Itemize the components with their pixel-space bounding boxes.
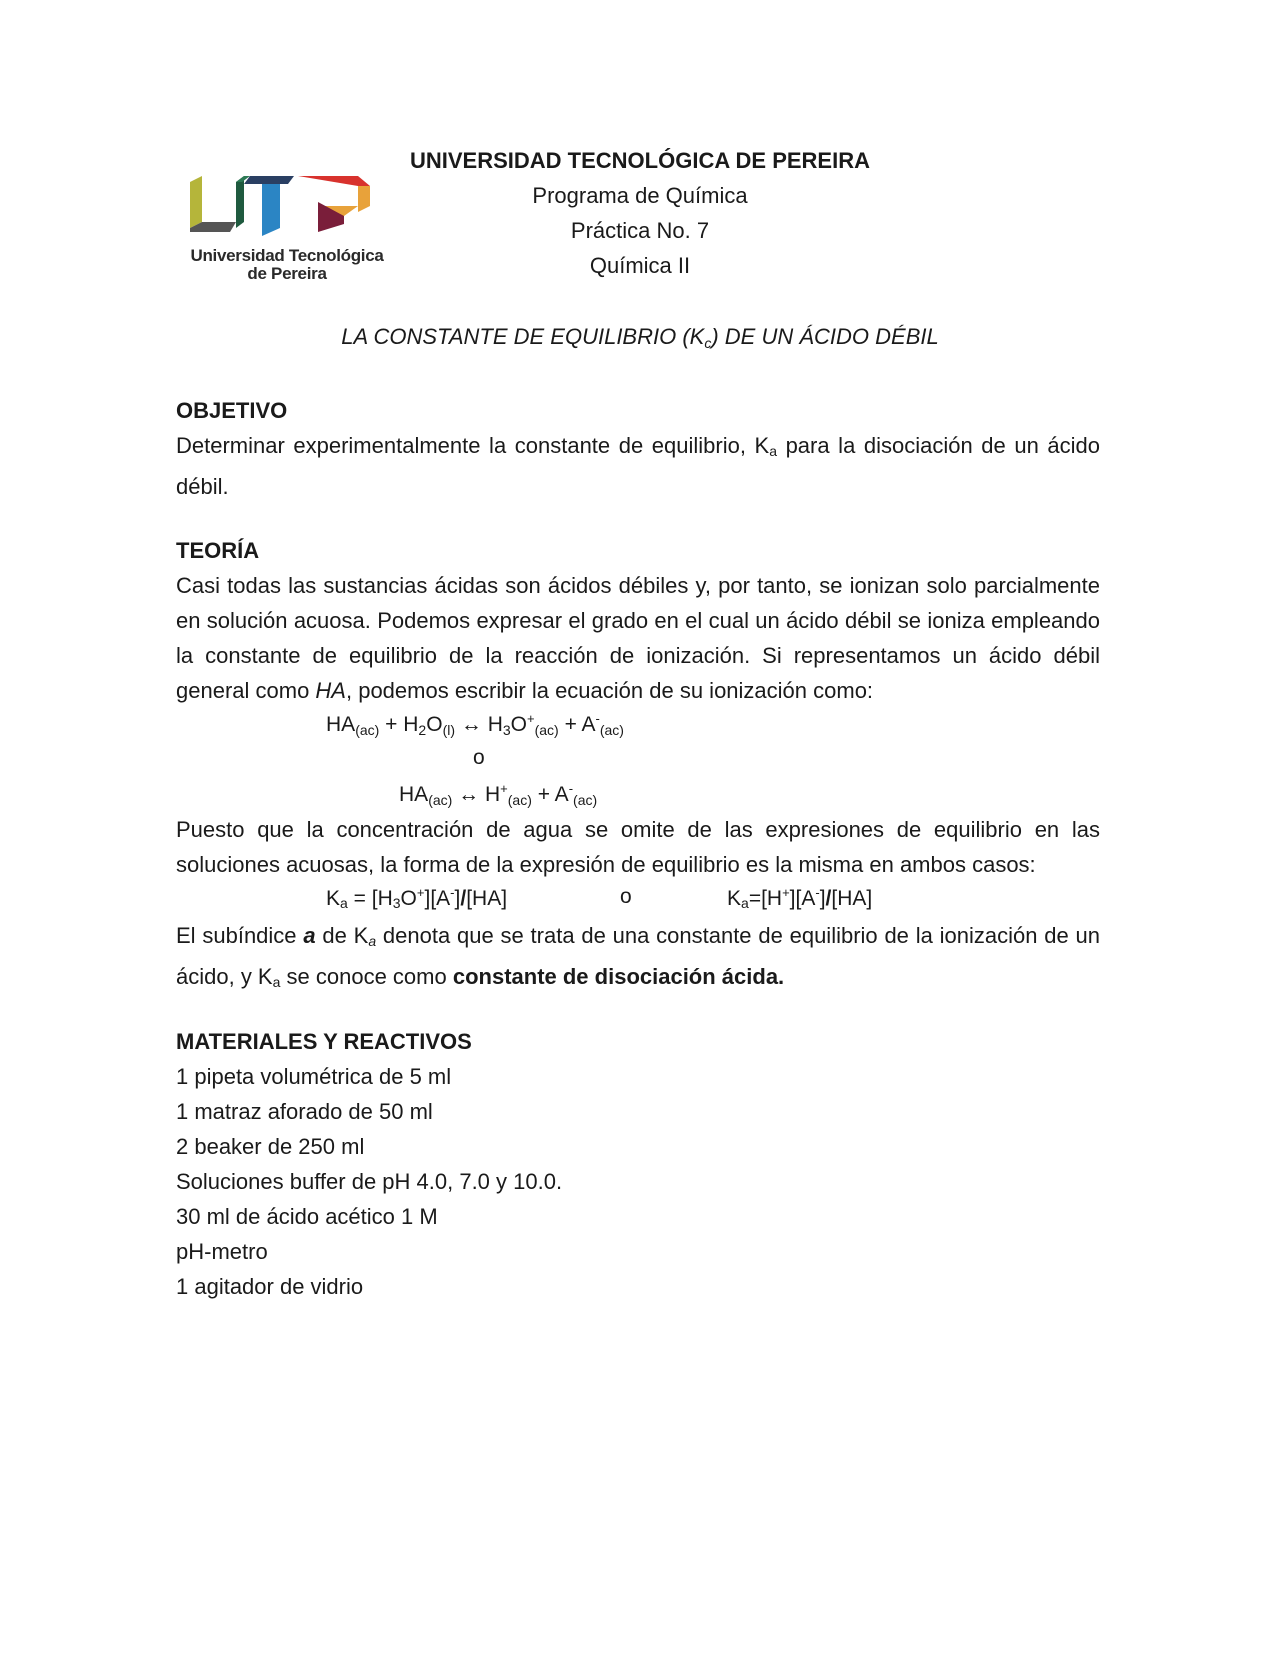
objetivo-text-sub: a [769,443,777,459]
materiales-heading: MATERIALES Y REACTIVOS [176,1029,472,1054]
list-item: 30 ml de ácido acético 1 M [176,1204,438,1229]
university-title: UNIVERSIDAD TECNOLÓGICA DE PEREIRA [409,148,870,173]
teoria-p1-a: Casi todas las sustancias ácidas son ácidos débiles y, por tanto, se ionizan solo parcialmente en solución acuosa. Podemos expresar el grado en el cual un ácido débil se ioniza empleando la constante de equilibrio de la reacción de ionización. Si representamos un ácido débil general como [176,573,1100,703]
ionization-equation-1: HA(ac) + H2O(l) ↔ H3O+(ac) + A-(ac) [326,711,624,738]
ka-expression-1: Ka = [H3O+][A-]/[HA] [326,885,508,911]
objetivo-text [176,428,1100,504]
objetivo-text-a: Determinar experimentalmente la constante de equilibrio, K [176,433,770,458]
utp-logo [188,172,386,284]
ka-expression-2: Ka=[H+][A-]/[HA] [727,885,873,911]
title-main: LA CONSTANTE DE EQUILIBRIO (K [341,324,705,349]
objetivo-section [176,393,1100,504]
logo-text-line2: de Pereira [247,264,327,283]
list-item: pH-metro [176,1239,268,1264]
teoria-paragraph-3: El subíndice a de Ka denota que se trata de una constante de equilibrio de la ionización de un ácido, y Ka se conoce como constante de disociación ácida. [176,923,1101,990]
document-title [0,324,1280,351]
teoria-section [176,533,1100,708]
list-item: Soluciones buffer de pH 4.0, 7.0 y 10.0. [176,1169,563,1194]
ka-definition-bold: constante de disociación ácida. [452,964,785,989]
objetivo-heading: OBJETIVO [176,398,288,423]
teoria-paragraph-2: Puesto que la concentración de agua se omite de las expresiones de equilibrio en las soluciones acuosas, la forma de la expresión de equilibrio es la misma en ambos casos: [176,817,1100,877]
title-sub: c [704,335,712,351]
ionization-equation-2: HA(ac) ↔ H+(ac) + A-(ac) [399,781,598,808]
list-item: 2 beaker de 250 ml [176,1134,365,1159]
logo-text-line1: Universidad Tecnológica [190,246,384,265]
practice-number: Práctica No. 7 [570,218,710,243]
teoria-heading: TEORÍA [176,538,260,563]
list-item: 1 pipeta volumétrica de 5 ml [176,1064,452,1089]
teoria-p1-italic: HA [315,678,346,703]
course-name: Química II [589,253,691,278]
materiales-list [176,1059,1100,1304]
logo-text [188,247,386,283]
list-item: 1 matraz aforado de 50 ml [176,1099,433,1124]
teoria-p1-b: , podemos escribir la ecuación de su ionización como: [345,678,874,703]
title-rest: ) DE UN ÁCIDO DÉBIL [711,324,939,349]
program-name: Programa de Química [532,183,748,208]
or-separator: o [473,746,485,769]
list-item: 1 agitador de vidrio [176,1274,364,1299]
utp-logo-mark [188,172,386,244]
materiales-section [176,1024,1100,1304]
objetivo-text-b: para la disociación de un ácido débil. [176,433,1100,499]
teoria-paragraph-1 [176,568,1100,708]
ka-or-separator: o [620,885,632,908]
